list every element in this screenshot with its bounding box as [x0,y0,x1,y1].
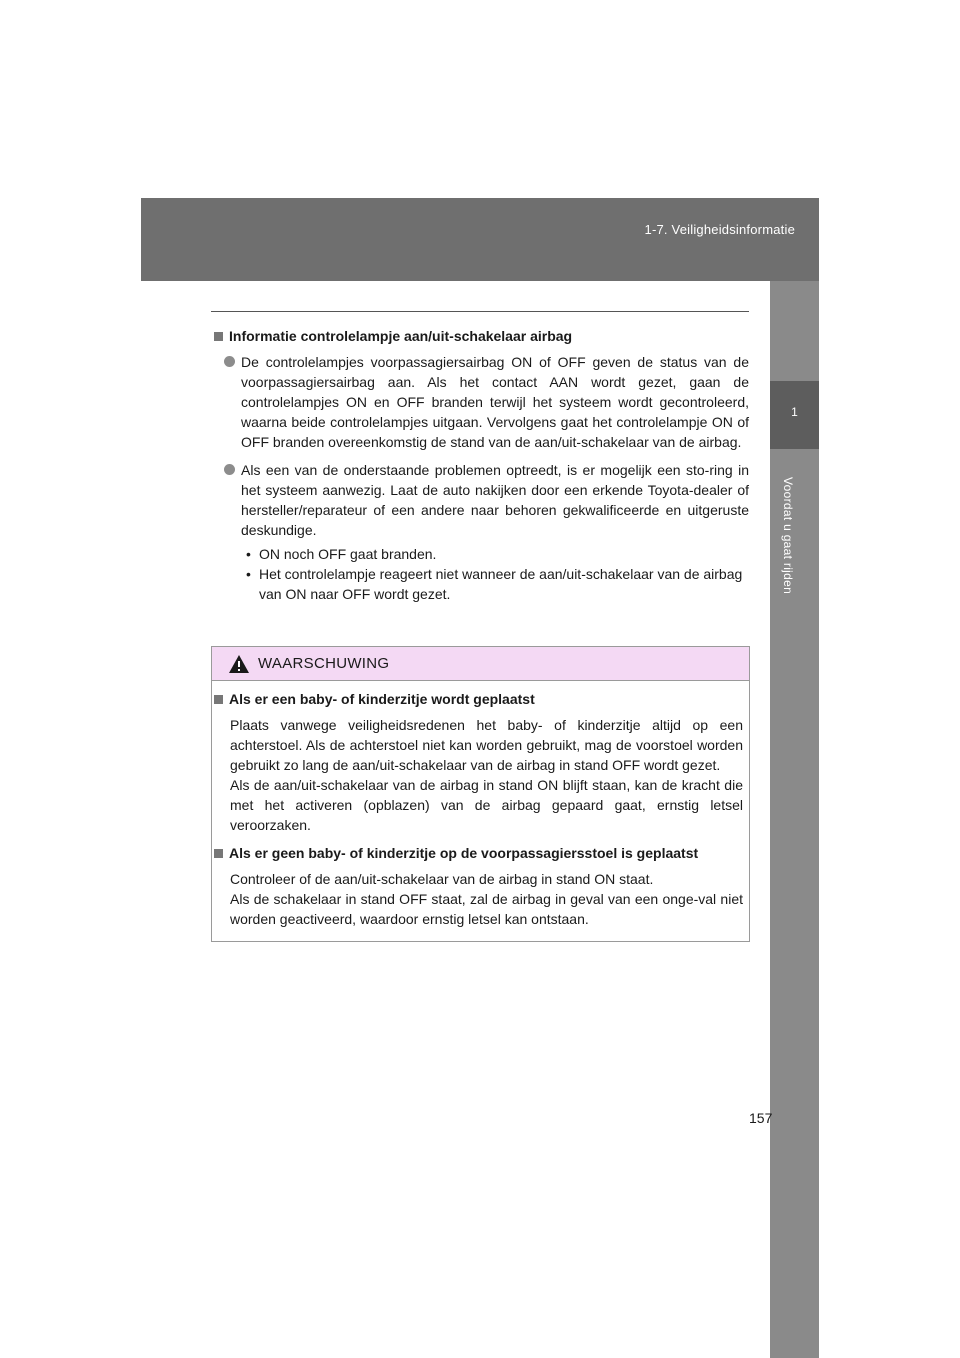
warning-heading-text: Als er geen baby- of kinderzitje op de voorpassagiersstoel is geplaatst [229,845,699,861]
warning-paragraph: Plaats vanwege veiligheidsredenen het baby- of kinderzitje altijd op een achterstoel. Als de achterstoel niet kan worden gebruikt, mag de voorstoel worden gebruikt zo lang de aan/uit-schakelaar van de airbag in stand OFF wordt gezet. [230,717,743,773]
circle-bullet-icon [224,464,235,475]
warning-header [212,647,749,681]
info-bullet-text: Als een van de onderstaande problemen optreedt, is er mogelijk een sto-ring in het systeem aanwezig. Laat de auto nakijken door een erkende Toyota-dealer of hersteller/reparateur of een andere naar behoren gekwalificeerde en uitgeruste deskundige. [241,462,749,538]
sub-list-item [246,544,749,564]
info-heading-text: Informatie controlelampje aan/uit-schakelaar airbag [229,328,573,344]
page-number: 157 [749,1110,773,1126]
warning-title: WAARSCHUWING [258,655,390,672]
warning-heading-text: Als er een baby- of kinderzitje wordt geplaatst [229,691,535,707]
sub-list-item [246,564,749,604]
section-title: 1-7. Veiligheidsinformatie [644,222,795,237]
dot-icon: • [246,546,251,562]
warning-heading [212,843,743,863]
square-bullet-icon [214,849,223,858]
warning-block [212,843,743,929]
square-bullet-icon [214,332,223,341]
header-band [141,198,819,281]
top-divider [211,311,749,312]
warning-paragraph: Controleer of de aan/uit-schakelaar van de airbag in stand ON staat. [230,871,654,887]
warning-triangle-icon [228,654,250,674]
circle-bullet-icon [224,356,235,367]
info-bullet-text: De controlelampjes voorpassagiersairbag ON of OFF geven de status van de voorpassagiersairbag aan. Als het contact AAN wordt gezet, gaan de controlelampjes ON en OFF branden terwijl het systeem wordt gecontroleerd, waarna beide controlelampjes uitgaan. Vervolgens gaat het controlelampje ON of OFF branden overeenkomstig de stand van de aan/uit-schakelaar van de airbag. [241,354,749,450]
warning-block [212,689,743,835]
warning-box [211,646,750,942]
info-section [211,326,749,604]
square-bullet-icon [214,695,223,704]
info-bullet [211,352,749,452]
chapter-label: Voordat u gaat rijden [781,477,795,595]
chapter-number: 1 [791,405,798,419]
sub-item-text: Het controlelampje reageert niet wanneer de aan/uit-schakelaar van de airbag van ON naar OFF wordt gezet. [259,566,743,602]
dot-icon: • [246,566,251,582]
chapter-tab [770,381,819,449]
warning-paragraph: Als de aan/uit-schakelaar van de airbag in stand ON blijft staan, kan de kracht die met het activeren (opblazen) van de airbag gepaard gaat, ernstig letsel veroorzaken. [230,777,743,833]
sub-list [246,544,749,604]
info-heading [211,326,749,346]
sub-item-text: ON noch OFF gaat branden. [259,546,437,562]
warning-heading [212,689,743,709]
info-bullet [211,460,749,540]
warning-paragraph: Als de schakelaar in stand OFF staat, zal de airbag in geval van een onge-val niet worden geactiveerd, waardoor ernstig letsel kan ontstaan. [230,891,743,927]
warning-body [212,681,749,929]
